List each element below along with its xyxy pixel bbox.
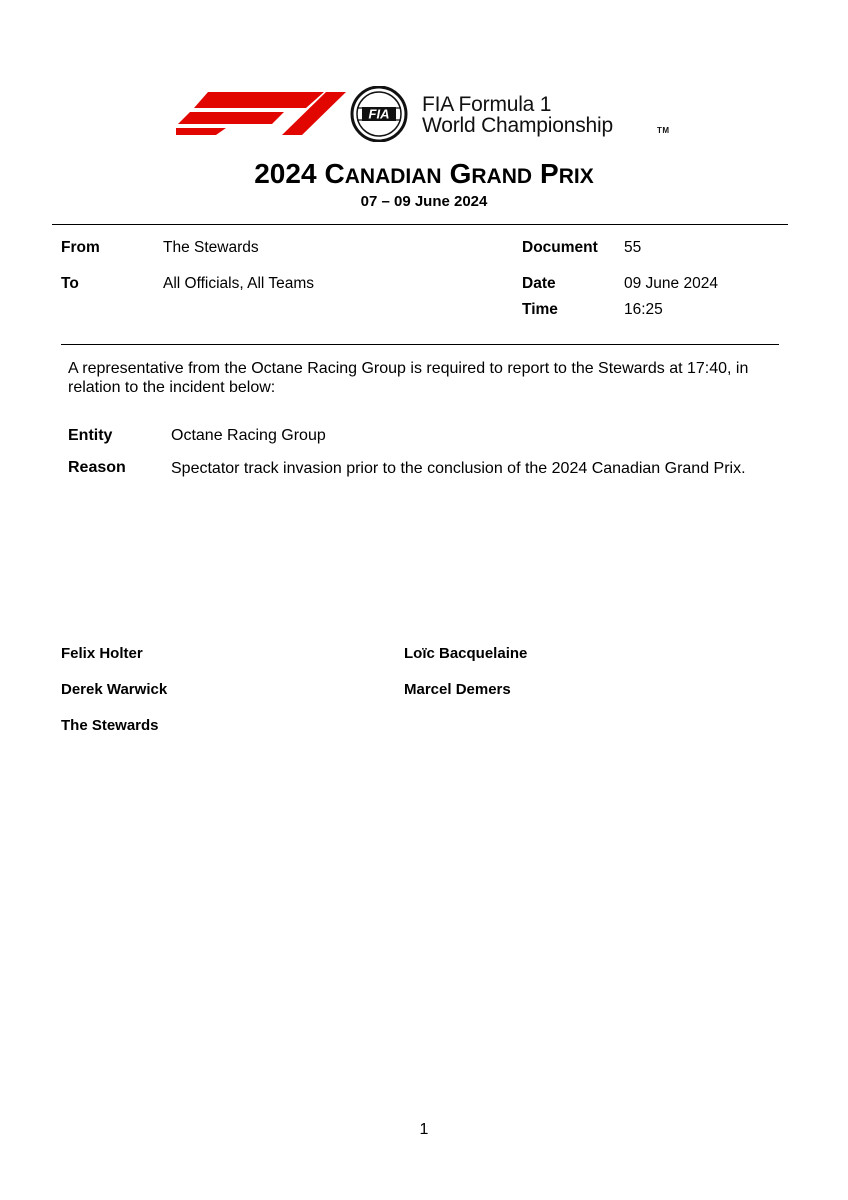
event-dates: 07 – 09 June 2024: [360, 193, 488, 210]
summons-text: A representative from the Octane Racing Group is required to report to the Stewards at 17:40, in relation to the incident below:: [68, 360, 749, 396]
f1-logo-icon: [176, 86, 416, 142]
steward-name-1: Felix Holter: [61, 645, 143, 662]
divider-top: [52, 224, 788, 225]
divider-middle: [61, 344, 779, 345]
time-value: 16:25: [624, 301, 663, 318]
steward-name-4: Marcel Demers: [404, 681, 511, 698]
brand-line-1: FIA Formula 1: [422, 93, 552, 116]
title-word: 2024: [254, 158, 317, 189]
date-value: 09 June 2024: [624, 275, 718, 292]
title-word: PRIX: [540, 158, 594, 189]
steward-name-3: Loïc Bacquelaine: [404, 645, 528, 662]
title-word: GRAND: [449, 158, 533, 189]
title-word: CANADIAN: [324, 158, 442, 189]
steward-name-2: Derek Warwick: [61, 681, 168, 698]
date-label: Date: [522, 275, 556, 292]
reason-label: Reason: [68, 459, 126, 476]
document-value: 55: [624, 239, 642, 256]
fia-roundel-icon: [352, 87, 406, 141]
reason-value: Spectator track invasion prior to the conclusion of the 2024 Canadian Grand Prix.: [171, 460, 746, 477]
page-number: 1: [419, 1121, 429, 1138]
document-label: Document: [522, 239, 598, 256]
time-label: Time: [522, 301, 558, 318]
from-value: The Stewards: [163, 239, 259, 256]
to-label: To: [61, 275, 79, 292]
svg-text:FIA: FIA: [368, 106, 390, 122]
stewards-footer: The Stewards: [61, 717, 159, 734]
page-title: [0, 158, 848, 190]
entity-label: Entity: [68, 427, 113, 444]
entity-value: Octane Racing Group: [171, 427, 326, 444]
trademark-mark: TM: [657, 126, 670, 135]
brand-line-2: World Championship: [422, 114, 613, 137]
fia-f1-logo: [176, 86, 676, 142]
from-label: From: [61, 239, 100, 256]
to-value: All Officials, All Teams: [163, 275, 315, 292]
